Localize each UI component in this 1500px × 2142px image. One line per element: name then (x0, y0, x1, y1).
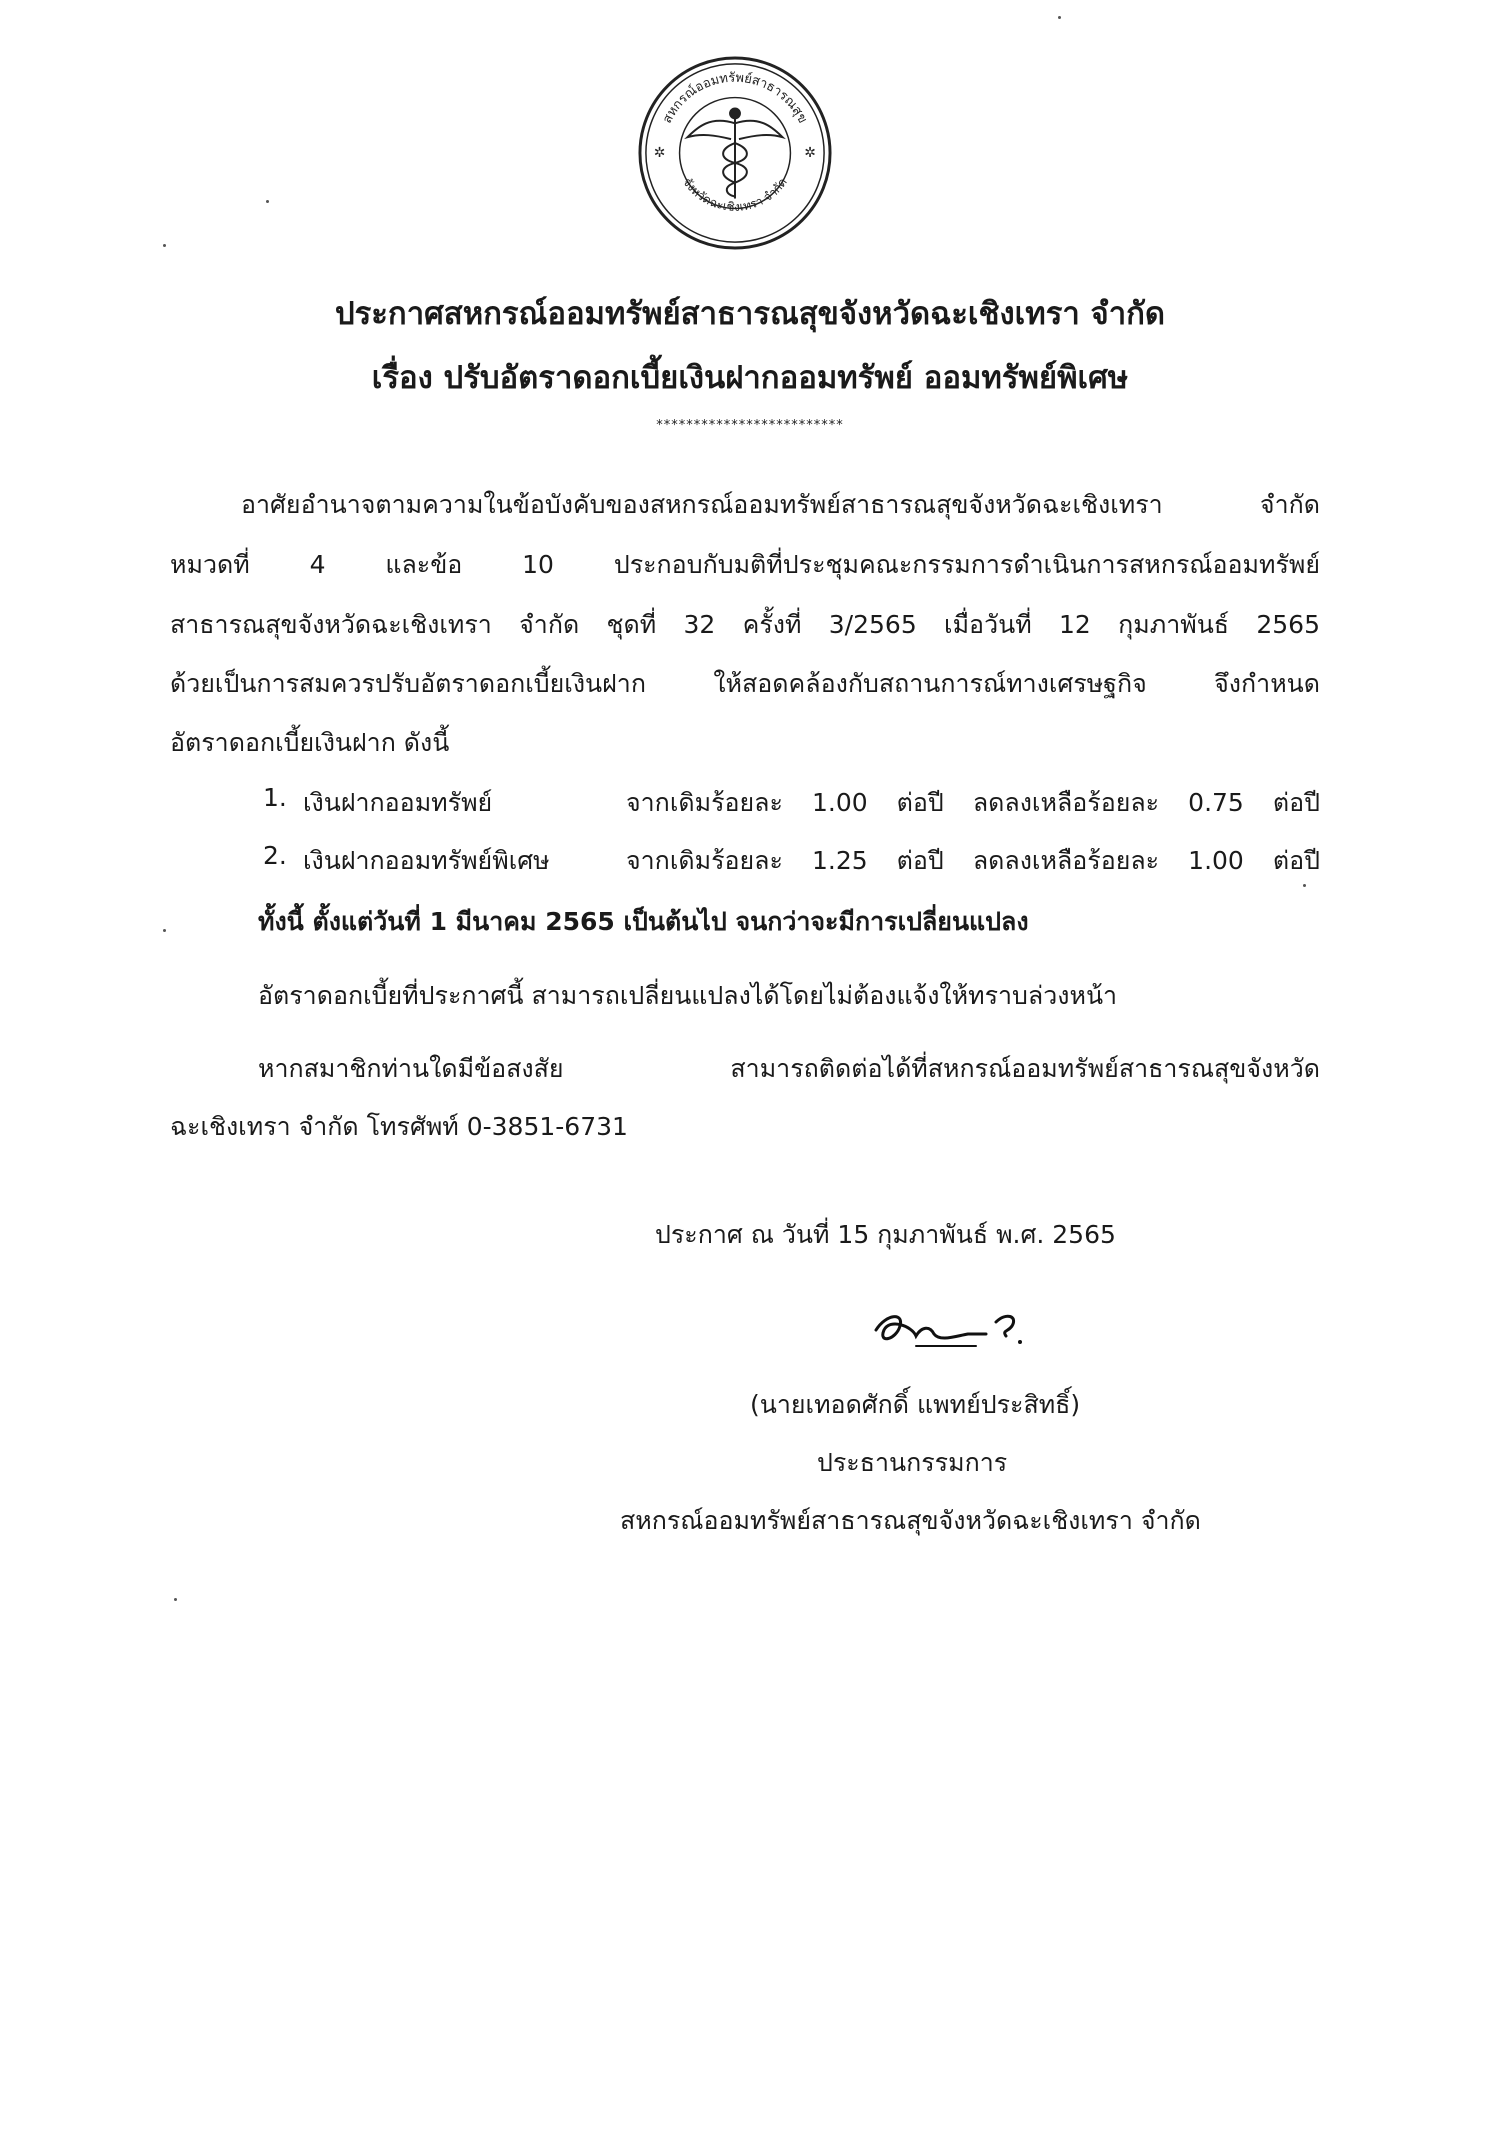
rate-item-number: 2. (263, 841, 287, 870)
paragraph-line: อัตราดอกเบี้ยเงินฝาก ดังนี้ (170, 728, 450, 757)
cooperative-seal-logo (636, 54, 834, 252)
announcement-date: ประกาศ ณ วันที่ 15 กุมภาพันธ์ พ.ศ. 2565 (655, 1220, 1116, 1249)
signer-organization: สหกรณ์ออมทรัพย์สาธารณสุขจังหวัดฉะเชิงเทรา จำกัด (620, 1506, 1201, 1535)
scan-speck (266, 200, 269, 203)
rate-item-change: จากเดิมร้อยละ 1.00 ต่อปี ลดลงเหลือร้อยละ 0.75 ต่อปี (626, 788, 1320, 817)
seal-bottom-text: จังหวัดฉะเชิงเทรา จำกัด (680, 175, 790, 214)
announcement-subject: เรื่อง ปรับอัตราดอกเบี้ยเงินฝากออมทรัพย์ ออมทรัพย์พิเศษ (371, 360, 1129, 396)
rate-item-name: เงินฝากออมทรัพย์พิเศษ (303, 846, 550, 875)
contact-line: หากสมาชิกท่านใดมีข้อสงสัย สามารถติดต่อได้ที่สหกรณ์ออมทรัพย์สาธารณสุขจังหวัด (258, 1054, 1320, 1083)
paragraph-line: หมวดที่ 4 และข้อ 10 ประกอบกับมติที่ประชุมคณะกรรมการดำเนินการสหกรณ์ออมทรัพย์ (170, 550, 1320, 579)
handwritten-signature (856, 1296, 1046, 1366)
signer-name: (นายเทอดศักดิ์ แพทย์ประสิทธิ์) (750, 1390, 1081, 1419)
signer-title: ประธานกรรมการ (817, 1448, 1008, 1477)
title-divider: ************************* (656, 418, 844, 433)
announcement-title: ประกาศสหกรณ์ออมทรัพย์สาธารณสุขจังหวัดฉะเชิงเทรา จำกัด (334, 296, 1166, 332)
paragraph-line: ด้วยเป็นการสมควรปรับอัตราดอกเบี้ยเงินฝาก ให้สอดคล้องกับสถานการณ์ทางเศรษฐกิจ จึงกำหนด (170, 669, 1320, 698)
change-notice: อัตราดอกเบี้ยที่ประกาศนี้ สามารถเปลี่ยนแปลงได้โดยไม่ต้องแจ้งให้ทราบล่วงหน้า (258, 981, 1118, 1010)
svg-text:✲: ✲ (653, 144, 666, 161)
effective-date-statement: ทั้งนี้ ตั้งแต่วันที่ 1 มีนาคม 2565 เป็นต้นไป จนกว่าจะมีการเปลี่ยนแปลง (258, 907, 1029, 936)
scan-speck (163, 244, 166, 247)
scan-speck (163, 929, 166, 932)
svg-text:✲: ✲ (804, 144, 816, 161)
seal-top-text: สหกรณ์ออมทรัพย์สาธารณสุข (659, 70, 811, 126)
contact-line-phone: ฉะเชิงเทรา จำกัด โทรศัพท์ 0-3851-6731 (170, 1112, 628, 1141)
rate-item-name: เงินฝากออมทรัพย์ (303, 788, 493, 817)
scan-speck (1058, 16, 1061, 19)
paragraph-line: สาธารณสุขจังหวัดฉะเชิงเทรา จำกัด ชุดที่ 32 ครั้งที่ 3/2565 เมื่อวันที่ 12 กุมภาพันธ์ 2565 (170, 610, 1320, 639)
paragraph-line: อาศัยอำนาจตามความในข้อบังคับของสหกรณ์ออมทรัพย์สาธารณสุขจังหวัดฉะเชิงเทรา จำกัด (241, 490, 1320, 519)
scan-speck (174, 1598, 177, 1601)
rate-item-change: จากเดิมร้อยละ 1.25 ต่อปี ลดลงเหลือร้อยละ 1.00 ต่อปี (626, 846, 1320, 875)
scan-speck (1303, 884, 1306, 887)
rate-item-number: 1. (263, 783, 287, 812)
